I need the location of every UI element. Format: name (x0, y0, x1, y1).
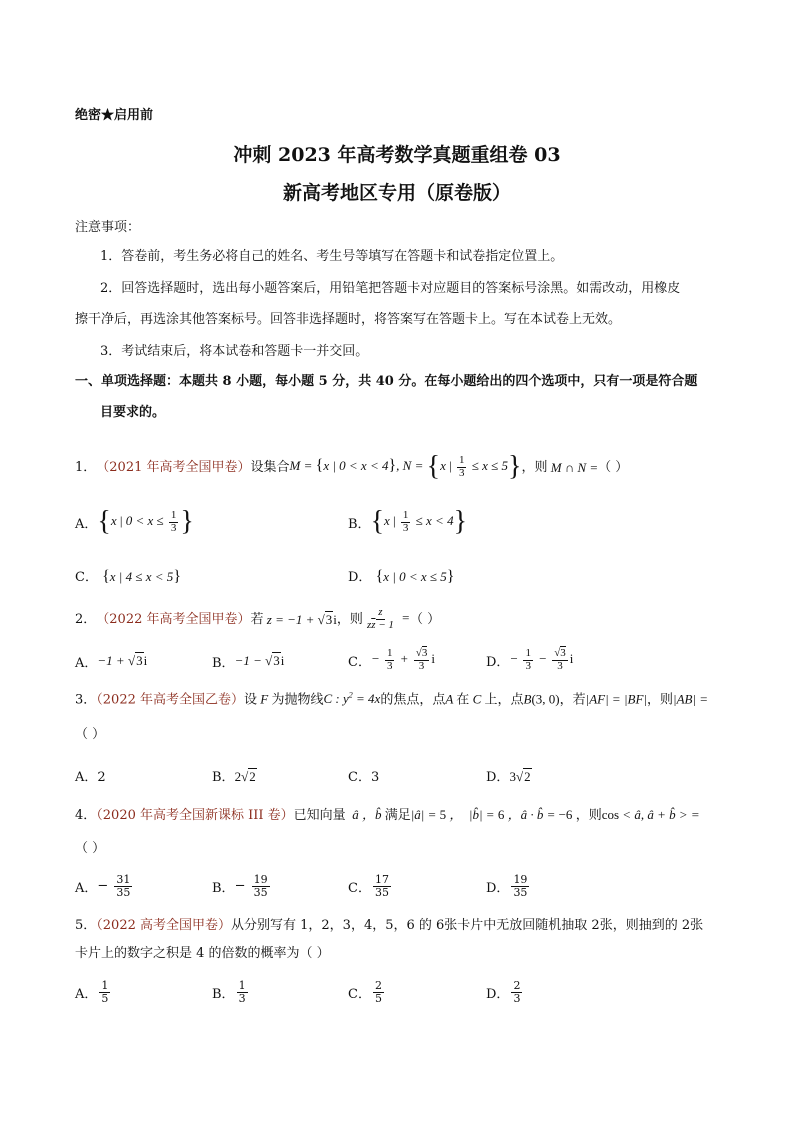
option-b (212, 766, 257, 785)
page-title: 冲刺 2023 年高考数学真题重组卷 03 (233, 144, 561, 166)
option-c (75, 566, 181, 586)
option-b (212, 974, 250, 1010)
option-label: A．2 (75, 770, 106, 785)
option-b (212, 644, 284, 678)
option-formula: $\frac{2}{5}$ (374, 978, 382, 1005)
section-heading-line-1: 一、单项选择题：本题共 8 小题，每小题 5 分，共 40 分。在每小题给出的四个选项中，只有一项是符合题 (75, 374, 698, 389)
page-subtitle: 新高考地区专用（原卷版） (282, 182, 511, 204)
question-source: （2021 年高考全国甲卷） (96, 459, 251, 475)
option-c (348, 766, 379, 785)
notice-heading: 注意事项： (75, 220, 141, 235)
formula-fraction: $\frac{z}{z\overline{z} - 1}$ = (366, 605, 410, 631)
option-label: C．3 (348, 770, 380, 785)
option-label: D． (486, 986, 510, 1002)
question-text: 为抛物线 (271, 692, 324, 708)
formula-intersection: M ∩ N = (547, 459, 599, 475)
question-source: （2022 年高考全国乙卷） (96, 692, 244, 708)
question-text: ，则 (521, 459, 548, 475)
option-label: C． (75, 570, 98, 585)
option-formula: {x | 4 ≤ x < 5} (102, 568, 181, 585)
question-number: 5． (75, 918, 97, 933)
option-formula: $\frac{2}{3}$ (513, 978, 521, 1005)
notice-item-2-line-2: 擦干净后，再选涂其他答案标号。回答非选择题时，将答案写在答题卡上。写在本试卷上无效。 (75, 312, 622, 327)
option-label: A． (75, 880, 98, 896)
question-text: ，则 (336, 611, 363, 627)
option-label: D． (486, 880, 510, 896)
option-formula: {x | 0 < x ≤ 5} (375, 568, 455, 585)
answer-blank: （ ） (598, 459, 629, 475)
option-formula: $\frac{19}{35}$ (513, 872, 528, 899)
option-d (348, 566, 454, 586)
question-text: 已知向量 (293, 808, 346, 823)
question-5-stem-line-2: 卡片上的数字之积是 4 的倍数的概率为（ ） (75, 946, 330, 961)
option-b (212, 868, 272, 904)
option-label: B． (212, 986, 235, 1002)
option-formula: −1 − √3i (234, 653, 285, 668)
option-label: C． (348, 880, 371, 896)
option-label: D． (486, 654, 510, 670)
option-label: A． (75, 655, 98, 671)
answer-blank: （ ） (75, 841, 106, 856)
question-text: 满足 (384, 808, 411, 823)
question-1-stem (75, 450, 628, 484)
option-label: D． (348, 570, 372, 585)
question-text: 设集合 (250, 459, 290, 475)
option-d (486, 766, 532, 785)
formula-af-bf: |AF| = |BF| (585, 691, 647, 707)
option-formula: {x | 0 < x ≤ $\frac{1}{3}$ } (97, 506, 194, 537)
question-source: （2022 年高考全国甲卷） (96, 611, 251, 627)
point-b: B(3, 0) (523, 691, 560, 707)
option-formula: − $\frac{19}{35}$ (234, 872, 268, 899)
option-b (348, 505, 467, 539)
question-text: 从分别写有 1，2，3，4，5，6 的 6张卡片中无放回随机抽取 2张，则抽到的 2张 (231, 918, 704, 933)
answer-blank: （ ） (409, 611, 441, 627)
vector-a: â ，b̂ (345, 807, 385, 822)
question-text: 的焦点，点 (380, 692, 446, 708)
option-label: A． (75, 516, 98, 532)
question-3-stem (75, 692, 708, 706)
option-formula: − $\frac{1}{3}$ − $\frac{√3}{3}$ i (509, 646, 574, 672)
question-5-stem (75, 919, 703, 932)
option-label: C． (348, 654, 371, 670)
formula-cos: cos < â, â + b̂ > = (601, 807, 700, 822)
notice-item-1: 1．答卷前，考生务必将自己的姓名、考生号等填写在答题卡和试卷指定位置上。 (100, 249, 564, 264)
option-formula: $\frac{1}{5}$ (101, 978, 109, 1005)
question-4-stem (75, 808, 700, 822)
formula-conditions: |â| = 5 ， |b̂| = 6 ，â · b̂ = −6 (410, 807, 573, 822)
option-label: B． (348, 516, 371, 532)
question-text: 上，点 (484, 692, 524, 708)
option-d (486, 640, 573, 680)
option-label: B． (212, 655, 235, 671)
formula-ab: |AB| = (673, 691, 709, 707)
option-d (486, 868, 531, 904)
option-c (348, 974, 386, 1010)
option-a (75, 505, 194, 539)
option-label: D． (486, 770, 510, 785)
option-formula: 3√2 (509, 769, 531, 784)
option-formula: $\frac{1}{3}$ (238, 978, 246, 1005)
option-a (75, 644, 147, 678)
question-2-stem (75, 603, 440, 635)
option-formula: {x | $\frac{1}{3}$ ≤ x < 4} (370, 506, 468, 537)
question-text: 在 (456, 692, 470, 708)
notice-item-2-line-1: 2．回答选择题时，选出每小题答案后，用铅笔把答题卡对应题目的答案标号涂黑。如需改动，用橡皮 (100, 281, 681, 296)
option-label: B． (212, 770, 235, 785)
option-c (348, 640, 435, 680)
question-text: ，则 (646, 692, 673, 708)
option-a (75, 868, 134, 904)
option-c (348, 868, 393, 904)
question-text: ，则 (575, 808, 602, 823)
question-number: 2． (75, 611, 97, 627)
option-d (486, 974, 524, 1010)
var-c: C (469, 691, 485, 707)
option-formula: − $\frac{1}{3}$ + $\frac{√3}{3}$ i (370, 646, 435, 672)
section-heading-line-2: 目要求的。 (100, 405, 166, 420)
option-formula: 2√2 (234, 769, 256, 784)
option-a (75, 974, 112, 1010)
question-number: 1． (75, 459, 97, 475)
confidential-label: 绝密★启用前 (75, 108, 154, 123)
answer-blank: （ ） (75, 727, 106, 742)
question-number: 3． (75, 692, 97, 708)
question-text: 若 (250, 611, 264, 627)
option-formula: − $\frac{31}{35}$ (97, 872, 131, 899)
question-number: 4． (75, 808, 97, 823)
question-source: （2022 高考全国甲卷） (96, 918, 231, 933)
formula-z: z = −1 + √3i (263, 611, 337, 627)
question-text: ，若 (559, 692, 586, 708)
formula-parabola: C : $y^2 = 4x$ (323, 691, 381, 707)
option-formula: −1 + √3i (97, 653, 148, 668)
var-f: F (257, 691, 272, 707)
formula-set-m: M = {x | 0 < x < 4}, N = {x | $\frac{1}{3}$ ≤ x ≤ 5} (289, 451, 522, 482)
var-a: A (445, 691, 457, 707)
option-label: A． (75, 986, 98, 1002)
question-text: 设 (244, 692, 258, 708)
notice-item-3: 3．考试结束后，将本试卷和答题卡一并交回。 (100, 344, 369, 359)
option-a (75, 766, 106, 785)
option-formula: $\frac{17}{35}$ (374, 872, 389, 899)
option-label: C． (348, 986, 371, 1002)
question-source: （2020 年高考全国新课标 III 卷） (96, 808, 294, 823)
option-label: B． (212, 880, 235, 896)
